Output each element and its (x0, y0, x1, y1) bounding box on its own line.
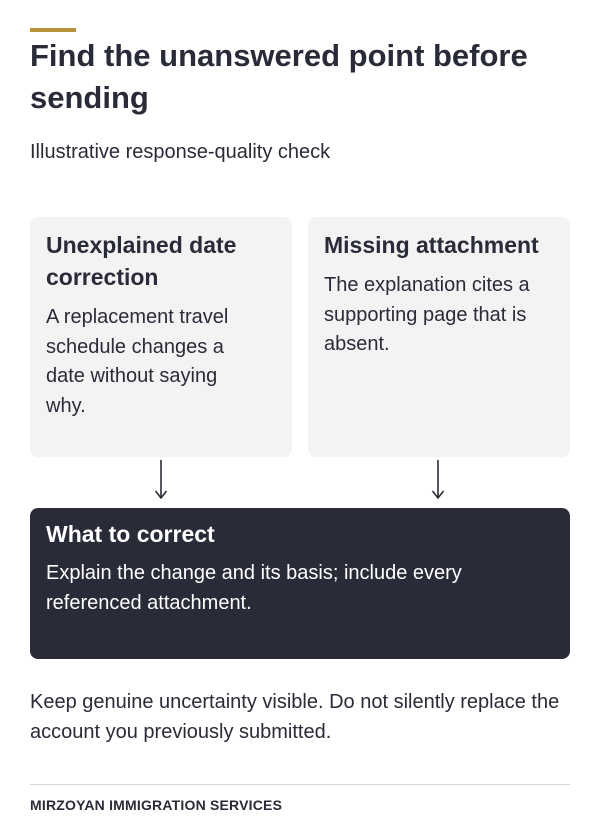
brand-name: MIRZOYAN IMMIGRATION SERVICES (30, 797, 283, 813)
issue-card-missing-attachment (308, 217, 570, 457)
guidance-note: Keep genuine uncertainty visible. Do not silently replace the account you previously submitted. (30, 691, 560, 743)
accent-rule (30, 28, 76, 32)
correction-panel (30, 508, 570, 659)
page-title: Find the unanswered point before sending (30, 38, 528, 115)
issue-card-body: The explanation cites a supporting page that is absent. (324, 274, 530, 355)
down-arrow-icon (430, 460, 446, 500)
issue-card-title: Unexplained date correction (46, 232, 237, 290)
correction-title: What to correct (46, 521, 215, 547)
issue-card-date-correction (30, 217, 292, 457)
issue-card-body: A replacement travel schedule changes a date without saying why. (46, 306, 229, 417)
issue-card-title: Missing attachment (324, 232, 539, 258)
correction-body: Explain the change and its basis; include every referenced attachment. (46, 562, 462, 614)
page-subtitle: Illustrative response-quality check (30, 141, 331, 163)
footer-divider (30, 784, 570, 785)
down-arrow-icon (153, 460, 169, 500)
